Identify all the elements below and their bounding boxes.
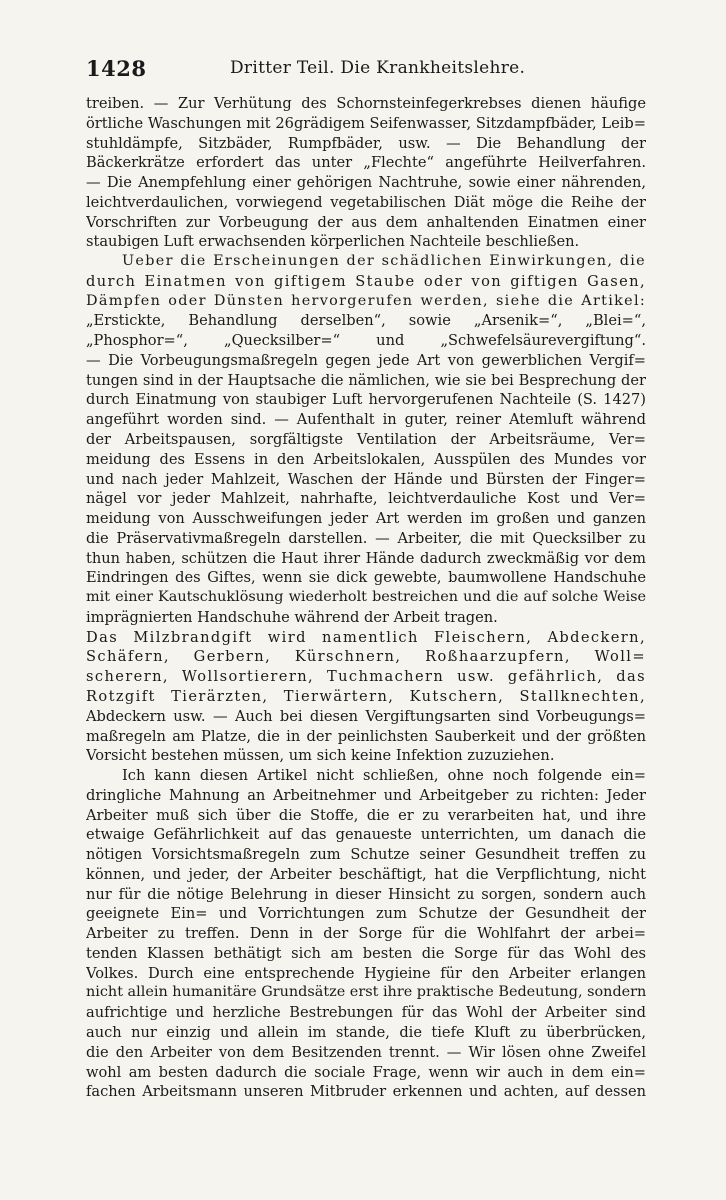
text-line: Vorschriften zur Vorbeugung der aus dem anhaltenden Einatmen einer [86,213,646,231]
text-line: Ich kann diesen Artikel nicht schließen, ohne noch folgende ein= [122,767,646,785]
text-line: fachen Arbeitsmann unseren Mitbruder erkennen und achten, auf dessen [86,1083,646,1101]
text-line: die Präservativmaßregeln darstellen. — Arbeiter, die mit Quecksilber zu [86,529,646,547]
text-line: „Erstickte, Behandlung derselben“, sowie „Arsenik=“, „Blei=“, [86,312,646,330]
text-line: aufrichtige und herzliche Bestrebungen für das Wohl der Arbeiter sind [86,1004,646,1022]
text-line: nägel vor jeder Mahlzeit, nahrhafte, leichtverdauliche Kost und Ver= [86,490,646,508]
text-line: Volkes. Durch eine entsprechende Hygieine für den Arbeiter erlangen [86,964,646,982]
text-line: nur für die nötige Belehrung in dieser Hinsicht zu sorgen, sondern auch [86,885,646,903]
text-line: Abdeckern usw. — Auch bei diesen Vergiftungsarten sind Vorbeugungs= [86,707,646,725]
running-title: Dritter Teil. Die Krankheitslehre. [230,58,526,78]
text-line: durch Einatmen von giftigem Staube oder von giftigen Gasen, [86,272,646,290]
text-line: nicht allein humanitäre Grundsätze erst ihre praktische Bedeutung, sondern [86,984,646,1001]
text-line: können, und jeder, der Arbeiter beschäftigt, hat die Verpflichtung, nicht [86,865,646,883]
text-line: Rotzgift Tierärzten, Tierwärtern, Kutschern, Stallknechten, [86,687,646,705]
page-number: 1428 [86,56,147,81]
text-line: und nach jeder Mahlzeit, Waschen der Hände und Bürsten der Finger= [86,470,646,488]
text-line: wohl am besten dadurch die sociale Frage, wenn wir auch in dem ein= [86,1063,646,1081]
text-line: Vorsicht bestehen müssen, um sich keine Infektion zuzuziehen. [86,747,555,765]
text-line: „Phosphor=“, „Quecksilber=“ und „Schwefelsäurevergiftung“. [86,332,646,350]
text-line: Arbeiter muß sich über die Stoffe, die er zu verarbeiten hat, und ihre [86,806,646,824]
text-line: maßregeln am Platze, die in der peinlichsten Sauberkeit und der größten [86,727,646,745]
text-line: der Arbeitspausen, sorgfältigste Ventilation der Arbeitsräume, Ver= [86,431,646,449]
text-line: nötigen Vorsichtsmaßregeln zum Schutze seiner Gesundheit treffen zu [86,846,646,864]
text-line: Das Milzbrandgift wird namentlich Fleischern, Abdeckern, [86,628,646,646]
text-line: auch nur einzig und allein im stande, die tiefe Kluft zu überbrücken, [86,1023,646,1041]
text-line: thun haben, schützen die Haut ihrer Hände dadurch zweckmäßig vor dem [86,549,646,567]
text-line: imprägnierten Handschuhe während der Arbeit tragen. [86,608,498,626]
text-line: örtliche Waschungen mit 26grädigem Seifenwasser, Sitzdampfbäder, Leib= [86,114,646,132]
text-line: — Die Anempfehlung einer gehörigen Nachtruhe, sowie einer nährenden, [86,174,646,192]
text-line: leichtverdaulichen, vorwiegend vegetabilischen Diät möge die Reihe der [86,193,646,211]
text-line: Dämpfen oder Dünsten hervorgerufen werden, siehe die Artikel: [86,292,646,309]
text-line: meidung von Ausschweifungen jeder Art werden im großen und ganzen [86,510,646,528]
text-line: angeführt worden sind. — Aufenthalt in guter, reiner Atemluft während [86,411,646,429]
text-line: Bäckerkrätze erfordert das unter „Flechte“ angeführte Heilverfahren. [86,154,646,172]
text-line: — Die Vorbeugungsmaßregeln gegen jede Art von gewerblichen Vergif= [86,351,646,369]
page-header [86,56,646,82]
text-line: tenden Klassen bethätigt sich am besten die Sorge für das Wohl des [86,944,646,962]
text-line: etwaige Gefährlichkeit auf das genaueste unterrichten, um danach die [86,826,646,844]
text-line: durch Einatmung von staubiger Luft hervorgerufenen Nachteile (S. 1427) [86,391,646,409]
text-line: stuhldämpfe, Sitzbäder, Rumpfbäder, usw. — Die Behandlung der [86,134,646,152]
text-line: Arbeiter zu treffen. Denn in der Sorge für die Wohlfahrt der arbei= [86,925,646,943]
text-line: meidung des Essens in den Arbeitslokalen, Ausspülen des Mundes vor [86,450,646,468]
text-line: Eindringen des Giftes, wenn sie dick gewebte, baumwollene Handschuhe [86,569,646,587]
text-line: dringliche Mahnung an Arbeitnehmer und Arbeitgeber zu richten: Jeder [86,786,646,804]
text-line: die den Arbeiter von dem Besitzenden trennt. — Wir lösen ohne Zweifel [86,1043,646,1061]
text-line: geeignete Ein= und Vorrichtungen zum Schutze der Gesundheit der [86,905,646,923]
text-line: treiben. — Zur Verhütung des Schornsteinfegerkrebses dienen häufige [86,95,646,112]
text-line: Schäfern, Gerbern, Kürschnern, Roßhaarzupfern, Woll= [86,648,646,666]
text-line: tungen sind in der Hauptsache die nämlichen, wie sie bei Besprechung der [86,371,646,389]
text-line: Ueber die Erscheinungen der schädlichen Einwirkungen, die [122,253,646,270]
text-line: mit einer Kautschuklösung wiederholt bestreichen und die auf solche Weise [86,589,646,606]
text-line: scherern, Wollsortierern, Tuchmachern usw. gefährlich, das [86,668,646,686]
body-text [86,94,646,1102]
text-line: staubigen Luft erwachsenden körperlichen Nachteile beschließen. [86,233,580,251]
